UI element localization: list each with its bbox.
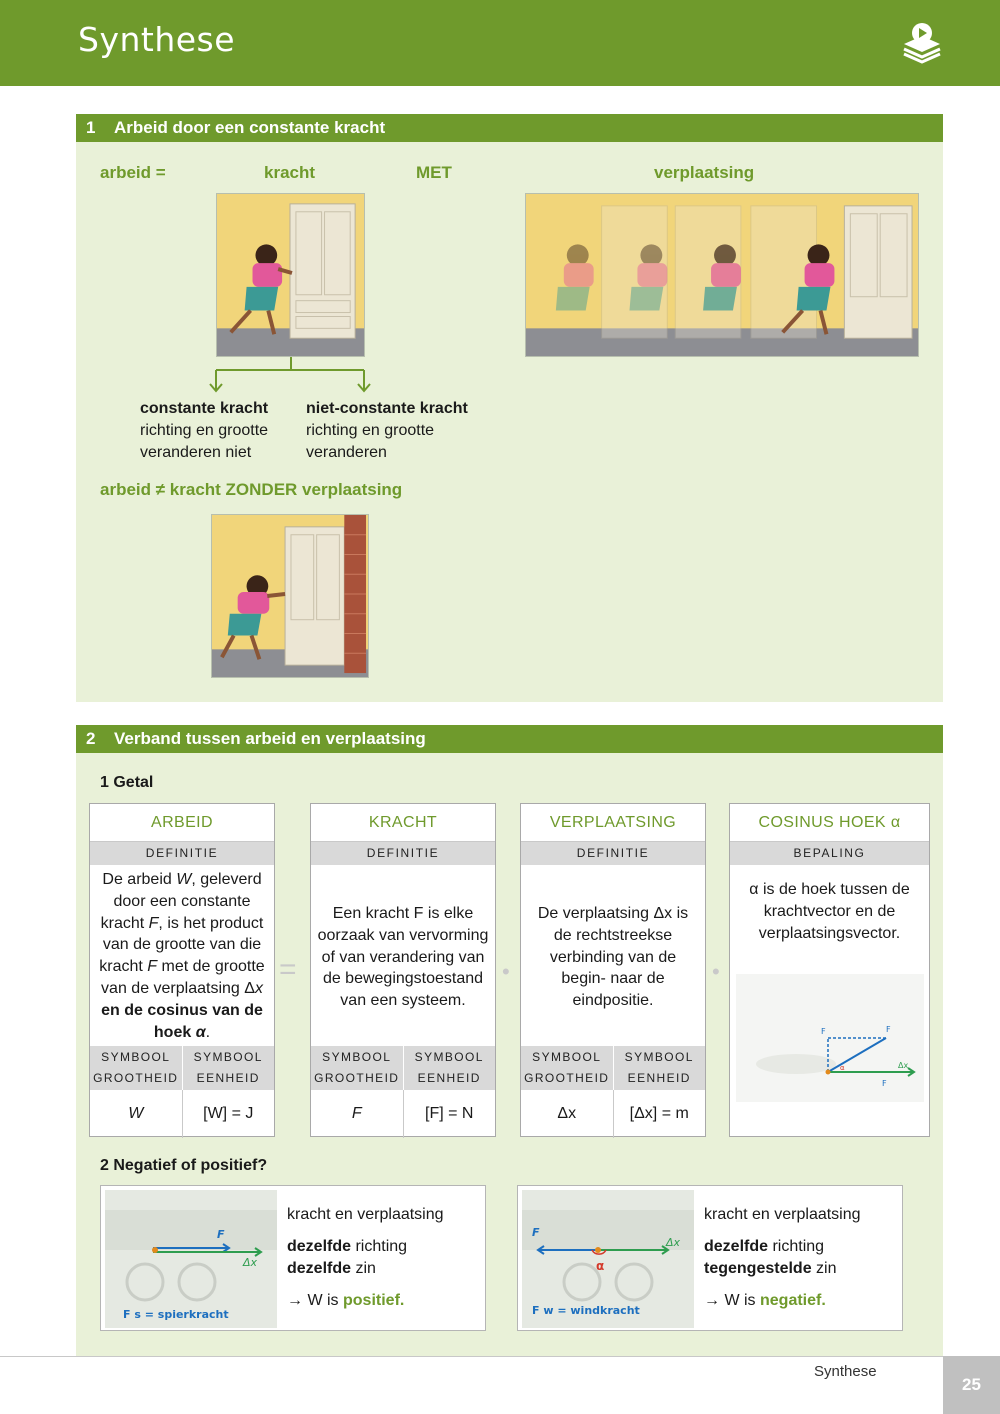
card-arbeid [89, 803, 275, 1137]
caption-windkracht: F w = windkracht [532, 1304, 640, 1317]
value-unit-n: [F] = N [403, 1090, 496, 1138]
nonconstant-force-line1: richting en grootte [306, 422, 435, 439]
label-met: MET [416, 163, 452, 182]
card-cosinus-subtitle: BEPALING [730, 842, 929, 865]
value-symbol-f: F [351, 1105, 362, 1122]
constant-force-line1: richting en grootte [140, 422, 269, 439]
card-arbeid-title: ARBEID [90, 804, 274, 842]
label-no-work: arbeid ≠ kracht ZONDER verplaatsing [100, 480, 403, 499]
section-number: 2 [86, 729, 96, 748]
video-stack-icon[interactable] [902, 22, 942, 64]
multiply-dot-1: • [502, 959, 510, 984]
subheading-getal: 1 Getal [100, 774, 154, 791]
card-cosinus-hoek [729, 803, 930, 1137]
photo-cyclist-windkracht [522, 1190, 694, 1328]
subheading-negatief-positief: 2 Negatief of positief? [100, 1157, 268, 1174]
negative-line1: kracht en verplaatsing [704, 1206, 861, 1223]
card-cosinus-title: COSINUS HOEK α [730, 804, 929, 842]
card-verplaatsing-title: VERPLAATSING [521, 804, 705, 842]
svg-text:α: α [840, 1064, 845, 1072]
card-arbeid-subtitle: DEFINITIE [90, 842, 274, 865]
footer-chapter-label: Synthese [814, 1363, 877, 1380]
value-symbol-w: W [128, 1105, 144, 1122]
label-arbeid: arbeid = [100, 163, 166, 182]
vector-diagram-sled [736, 974, 924, 1102]
footer-divider [0, 1356, 943, 1357]
negative-text: kracht en verplaatsing dezelfde richting tegengestelde zin → W is negatief. [704, 1206, 861, 1309]
box-negative-work [517, 1185, 903, 1331]
svg-text:Δx: Δx [898, 1061, 909, 1070]
card-arbeid-value-row [90, 1090, 274, 1138]
section-arbeid-constante-kracht [76, 114, 943, 702]
svg-text:F: F [217, 1228, 225, 1241]
card-arbeid-definition: De arbeid W, geleverd door een constante kracht F, is het product van de grootte van die kracht F met de grootte van de verplaatsing Δx en de cosinus van de hoek α. [99, 871, 265, 1041]
constant-force-line2: veranderen niet [140, 444, 252, 461]
constant-force-title: constante kracht [140, 400, 269, 417]
card-kracht-subtitle: DEFINITIE [311, 842, 495, 865]
svg-text:F: F [886, 1025, 891, 1034]
svg-text:Δx: Δx [243, 1256, 258, 1269]
card-cosinus-definition: α is de hoek tussen de krachtvector en de verplaatsingsvector. [749, 881, 910, 942]
section-verband-arbeid-verplaatsing [76, 725, 943, 1357]
photo-motion-sequence [525, 193, 919, 357]
section-number: 1 [86, 118, 96, 137]
caption-spierkracht: F s = spierkracht [123, 1308, 229, 1321]
positive-line1: kracht en verplaatsing [287, 1206, 444, 1223]
photo-cyclist-spierkracht [105, 1190, 277, 1328]
label-kracht: kracht [264, 163, 316, 182]
branch-arrows [206, 357, 376, 395]
nonconstant-force-title: niet-constante kracht [306, 400, 468, 417]
card-kracht-value-row [311, 1090, 495, 1138]
photo-girl-pushing-wardrobe [216, 193, 365, 357]
svg-text:α: α [596, 1259, 605, 1273]
photo-girl-pushing-wall [211, 514, 369, 678]
section-title: Arbeid door een constante kracht [114, 118, 386, 137]
svg-text:Δx: Δx [666, 1236, 681, 1249]
constant-force-block [140, 398, 268, 464]
label-verplaatsing: verplaatsing [654, 163, 755, 182]
section-title: Verband tussen arbeid en verplaatsing [114, 729, 426, 748]
svg-text:F: F [821, 1027, 826, 1036]
svg-text:F: F [882, 1079, 887, 1088]
card-kracht [310, 803, 496, 1137]
value-unit-m: [Δx] = m [613, 1090, 706, 1138]
equals-sign: = [279, 953, 297, 986]
page-header [0, 0, 1000, 86]
nonconstant-force-block [306, 398, 468, 464]
card-verplaatsing-value-row [521, 1090, 705, 1138]
card-arbeid-symbol-row: SYMBOOL GROOTHEID SYMBOOL EENHEID [90, 1046, 274, 1090]
page-number: 25 [943, 1356, 1000, 1414]
value-symbol-dx: Δx [557, 1105, 577, 1122]
multiply-dot-2: • [712, 959, 720, 984]
card-kracht-symbol-row: SYMBOOL GROOTHEID SYMBOOL EENHEID [311, 1046, 495, 1090]
value-unit-j: [W] = J [182, 1090, 275, 1138]
nonconstant-force-line2: veranderen [306, 444, 387, 461]
card-verplaatsing [520, 803, 706, 1137]
result-negatief: negatief. [760, 1292, 826, 1309]
card-kracht-title: KRACHT [311, 804, 495, 842]
page-title: Synthese [78, 20, 236, 59]
svg-text:F: F [532, 1226, 540, 1239]
positive-text: kracht en verplaatsing dezelfde richting dezelfde zin → W is positief. [287, 1206, 444, 1309]
card-kracht-definition: Een kracht F is elke oorzaak van vervorming of van verandering van de bewegingstoestand van een systeem. [317, 905, 489, 1010]
section-2-header [76, 725, 943, 753]
card-verplaatsing-symbol-row: SYMBOOL GROOTHEID SYMBOOL EENHEID [521, 1046, 705, 1090]
result-positief: positief. [343, 1292, 405, 1309]
card-verplaatsing-definition: De verplaatsing Δx is de rechtstreekse verbinding van de begin- naar de eindpositie. [537, 905, 689, 1010]
box-positive-work [100, 1185, 486, 1331]
section-1-header [76, 114, 943, 142]
card-verplaatsing-subtitle: DEFINITIE [521, 842, 705, 865]
